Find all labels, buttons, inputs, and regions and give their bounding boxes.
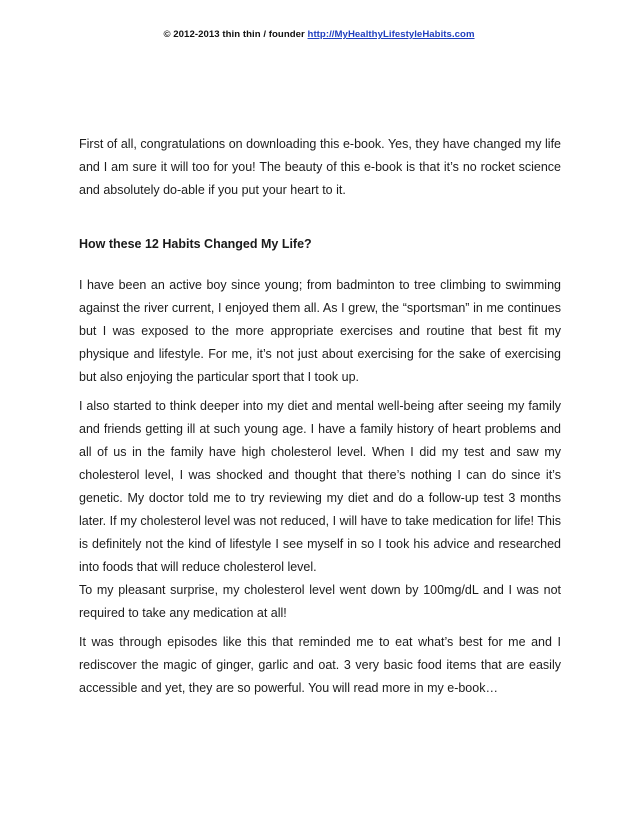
intro-paragraph: First of all, congratulations on downloading this e-book. Yes, they have changed my life and I am sure it will too for you! The beauty of this e-book is that it’s no rocket science and absolutely do-able if you put your heart to it. <box>79 137 561 197</box>
paragraph-active-boy: I have been an active boy since young; from badminton to tree climbing to swimming against the river current, I enjoyed them all. As I grew, the “sportsman” in me continues but I was exposed to the more appropriate exercises and routine that best fit my physique and lifestyle. For me, it’s not just about exercising for the sake of exercising but also enjoying the particular sport that I took up. <box>79 278 561 384</box>
paragraph-cholesterol: I also started to think deeper into my diet and mental well-being after seeing my family and friends getting ill at such young age. I have a family history of heart problems and all of us in the family have high cholesterol level. When I did my test and saw my cholesterol level, I was shocked and thought that there’s nothing I can do since it’s genetic. My doctor told me to try reviewing my diet and do a follow-up test 3 months later. If my cholesterol level was not reduced, I will have to take medication for life! This is definitely not the kind of lifestyle I see myself in so I took his advice and researched into foods that will reduce cholesterol level. <box>79 399 561 574</box>
copyright-header <box>0 29 638 40</box>
paragraph-pleasant-surprise: To my pleasant surprise, my cholesterol level went down by 100mg/dL and I was not required to take any medication at all! <box>79 583 561 620</box>
section-heading: How these 12 Habits Changed My Life? <box>79 237 312 251</box>
copyright-text: © 2012-2013 thin thin / founder <box>163 29 308 40</box>
website-link[interactable]: http://MyHealthyLifestyleHabits.com <box>307 29 475 40</box>
paragraph-ginger-garlic-oat: It was through episodes like this that reminded me to eat what’s best for me and I rediscover the magic of ginger, garlic and oat. 3 very basic food items that are easily accessible and yet, they are so powerful. You will read more in my e-book… <box>79 635 561 695</box>
